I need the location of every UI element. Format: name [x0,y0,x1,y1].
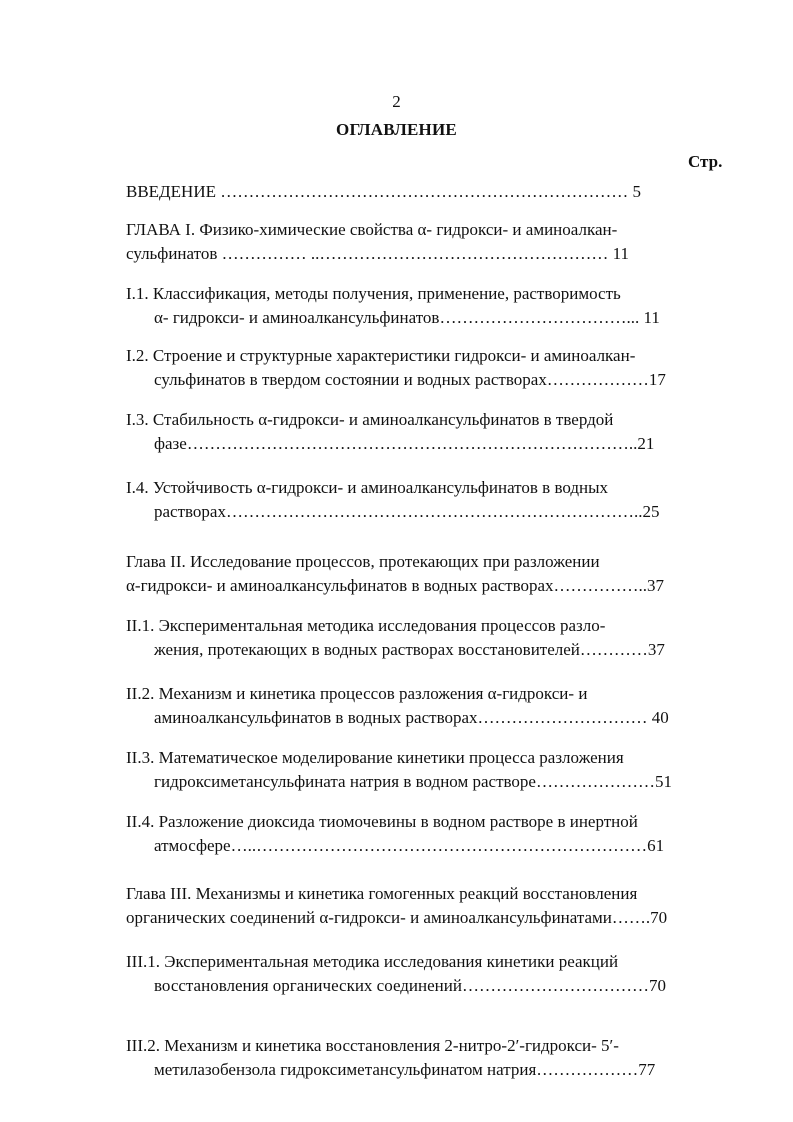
toc-line: ГЛАВА I. Физико-химические свойства α- гидрокси- и аминоалкан- [126,220,618,239]
toc-line: фазе……………………………………………………………………..21 [154,434,655,453]
toc-entry-section-1-2[interactable] [126,344,666,392]
toc-line: растворах………………………………………………………………..25 [154,502,660,521]
toc-line: атмосфере…..……………………………………………………………61 [154,836,665,855]
toc-entry-section-1-1[interactable] [126,282,660,330]
toc-line: метилазобензола гидроксиметансульфинатом натрия………………77 [154,1060,656,1079]
page-title: ОГЛАВЛЕНИЕ [336,120,457,139]
toc-line: Глава II. Исследование процессов, протекающих при разложении [126,552,600,571]
toc-entry-chapter-3[interactable] [126,882,667,930]
toc-entry-chapter-1[interactable] [126,218,629,266]
toc-line: I.1. Классификация, методы получения, применение, растворимость [126,284,621,303]
toc-line: сульфинатов в твердом состоянии и водных растворах………………17 [154,370,666,389]
toc-line: II.4. Разложение диоксида тиомочевины в водном растворе в инертной [126,812,638,831]
toc-line: α- гидрокси- и аминоалкансульфинатов……………………………... 11 [154,308,660,327]
toc-entry-section-2-4[interactable] [126,810,664,858]
toc-line: II.2. Механизм и кинетика процессов разложения α-гидрокси- и [126,684,588,703]
toc-line: сульфинатов …………… ..…………………………………………… 11 [126,244,629,263]
toc-entry-section-2-1[interactable] [126,614,665,662]
toc-line: α-гидрокси- и аминоалкансульфинатов в водных растворах……………..37 [126,576,665,595]
toc-entry-section-3-2[interactable] [126,1034,655,1082]
toc-line: III.1. Экспериментальная методика исследования кинетики реакций [126,952,619,971]
toc-line: жения, протекающих в водных растворах восстановителей…………37 [154,640,665,659]
toc-line: I.4. Устойчивость α-гидрокси- и аминоалкансульфинатов в водных [126,478,609,497]
toc-line: III.2. Механизм и кинетика восстановления 2-нитро-2′-гидрокси- 5′- [126,1036,619,1055]
toc-line: II.1. Экспериментальная методика исследования процессов разло- [126,616,606,635]
toc-line: восстановления органических соединений……………………………70 [154,976,666,995]
page-column-header: Стр. [688,152,723,171]
toc-entry-introduction[interactable] [126,180,641,204]
toc-entry-section-3-1[interactable] [126,950,666,998]
toc-entry-section-1-3[interactable] [126,408,654,456]
toc-line: ВВЕДЕНИЕ ……………………………………………………………… 5 [126,182,641,201]
toc-line: аминоалкансульфинатов в водных растворах………………………… 40 [154,708,669,727]
toc-line: Глава III. Механизмы и кинетика гомогенных реакций восстановления [126,884,638,903]
toc-entry-chapter-2[interactable] [126,550,664,598]
toc-line: I.2. Строение и структурные характеристики гидрокси- и аминоалкан- [126,346,636,365]
page-number: 2 [392,92,401,111]
toc-line: II.3. Математическое моделирование кинетики процесса разложения [126,748,624,767]
toc-entry-section-2-3[interactable] [126,746,672,794]
toc-line: гидроксиметансульфината натрия в водном растворе…………………51 [154,772,672,791]
toc-line: органических соединений α-гидрокси- и аминоалкансульфинатами…….70 [126,908,668,927]
toc-line: I.3. Стабильность α-гидрокси- и аминоалкансульфинатов в твердой [126,410,614,429]
toc-entry-section-2-2[interactable] [126,682,669,730]
toc-entry-section-1-4[interactable] [126,476,659,524]
